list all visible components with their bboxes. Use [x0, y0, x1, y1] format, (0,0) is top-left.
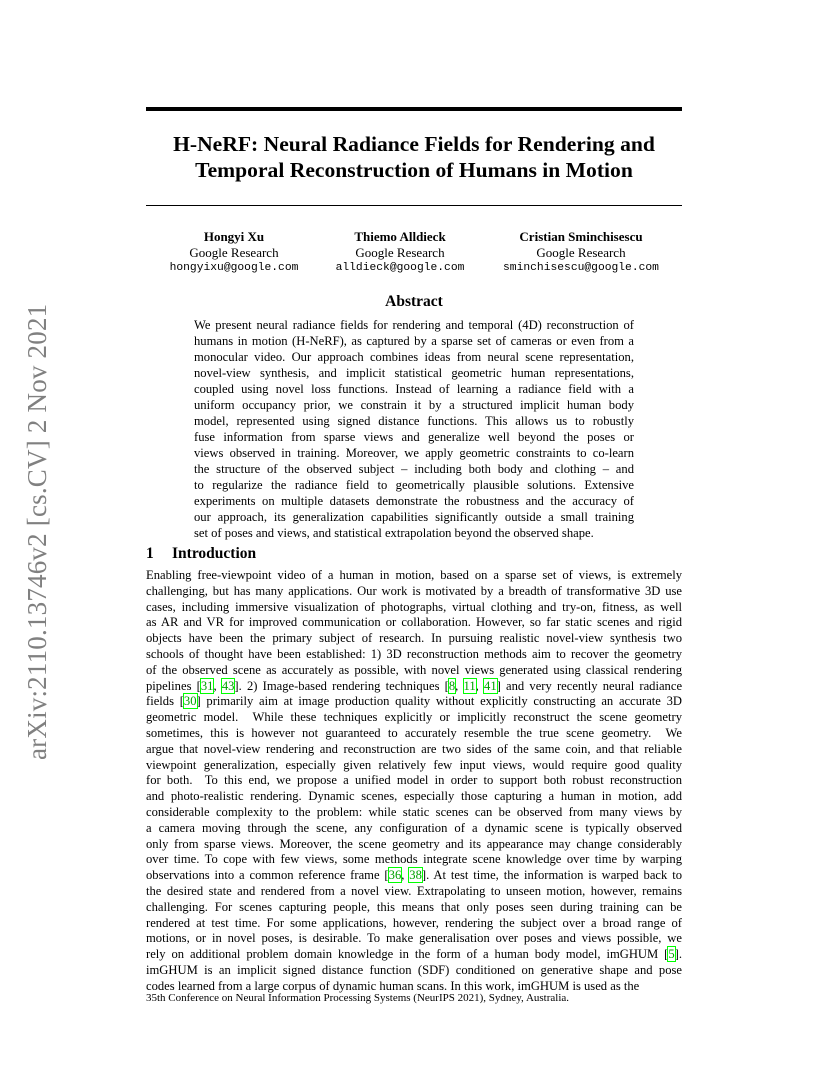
intro-text: , — [213, 678, 222, 693]
intro-text: ]. 2) Image-based rendering techniques [ — [234, 678, 449, 693]
intro-line — [146, 758, 682, 774]
abstract-line: coupled using novel loss functions. Instead of learning a radiance field with a — [194, 382, 634, 396]
intro-text: objects have been the primary subject of research. In pursuing realistic novel-view synthesis two — [146, 631, 682, 646]
intro-text: rely on additional problem domain knowledge in the form of a human body model, imGHUM [ — [146, 947, 669, 962]
intro-line — [146, 931, 682, 947]
author-name: Hongyi Xu — [203, 229, 265, 244]
intro-text: challenging, but has many applications. Our work is motivated by a breadth of transformative 3D use — [146, 583, 682, 598]
intro-text: pipelines [ — [146, 678, 201, 693]
intro-line — [146, 900, 682, 916]
author-email: hongyixu@google.com — [169, 262, 299, 274]
author-3 — [481, 229, 681, 276]
intro-text: over time. To cope with few views, some methods integrate scene knowledge over time by warping — [146, 852, 682, 867]
intro-text: considerable complexity to the problem: while static scenes can be observed from many views by — [146, 804, 682, 819]
abstract-line: our approach, its generalization capabilities significantly outside a small training — [194, 510, 634, 524]
intro-text: argue that novel-view rendering and reconstruction are two sides of the same coin, and that reliable — [146, 741, 682, 756]
intro-line — [146, 742, 682, 758]
author-block — [146, 229, 682, 279]
author-name: Thiemo Alldieck — [354, 229, 446, 244]
author-name: Cristian Sminchisescu — [519, 229, 643, 244]
author-affiliation: Google Research — [355, 245, 445, 260]
intro-line — [146, 805, 682, 821]
intro-line — [146, 615, 682, 631]
abstract-line: views observed in training. Moreover, we apply geometric constraints to co-learn — [194, 446, 634, 460]
intro-line — [146, 600, 682, 616]
intro-text: and photo-realistic rendering. Dynamic scenes, especially those capturing a human in motion, add — [146, 789, 682, 804]
abstract-line: We present neural radiance fields for rendering and temporal (4D) reconstruction of — [194, 318, 634, 332]
intro-line — [146, 679, 682, 695]
intro-text: schools of thought have been established: 1) 3D reconstruction methods aim to recover the geometry — [146, 646, 682, 661]
intro-text: ] primarily aim at image production quality without explicitly constructing an accurate 3D — [196, 694, 682, 709]
paper-title — [146, 131, 682, 183]
intro-text: rendered at test time. For some applications, however, rendering the subject over a broad range of — [146, 915, 682, 930]
citation-link[interactable]: 11 — [463, 678, 476, 693]
arxiv-stamp: arXiv:2110.13746v2 [cs.CV] 2 Nov 2021 — [22, 303, 52, 760]
intro-line — [146, 821, 682, 837]
intro-line — [146, 837, 682, 853]
intro-text: a camera moving through the scene, any configuration of a dynamic scene is typically observed — [146, 820, 682, 835]
intro-line — [146, 694, 682, 710]
intro-text: of the observed scene as accurately as possible, with novel views generated using classical rendering — [146, 662, 682, 677]
intro-line — [146, 663, 682, 679]
intro-line — [146, 647, 682, 663]
abstract-heading: Abstract — [385, 293, 443, 310]
intro-text: challenging. For scenes capturing people, this means that only poses seen during training can be — [146, 899, 682, 914]
intro-line — [146, 584, 682, 600]
intro-line — [146, 868, 682, 884]
intro-text: codes learned from a large corpus of dynamic human scans. In this work, imGHUM is used as the — [146, 978, 640, 993]
intro-line — [146, 916, 682, 932]
introduction-body — [146, 568, 682, 995]
intro-line — [146, 568, 682, 584]
intro-text: ]. — [674, 947, 682, 962]
citation-link[interactable]: 5 — [668, 947, 675, 962]
title-rule-top — [146, 107, 682, 111]
intro-text: ] and very recently neural radiance — [496, 678, 683, 693]
intro-text: Enabling free-viewpoint video of a human in motion, based on a sparse set of views, is extremely — [146, 568, 682, 582]
author-affiliation: Google Research — [189, 245, 279, 260]
intro-text: fields [ — [146, 694, 184, 709]
intro-text: imGHUM is an implicit signed distance function (SDF) conditioned on generative shape and pose — [146, 962, 682, 977]
title-rule-bottom — [146, 205, 682, 206]
intro-text: observations into a common reference frame [ — [146, 868, 389, 883]
abstract-line: experiments on multiple datasets demonstrate the robustness and the accuracy of — [194, 494, 634, 508]
intro-line — [146, 631, 682, 647]
conference-footnote: 35th Conference on Neural Information Processing Systems (NeurIPS 2021), Sydney, Australia. — [146, 992, 570, 1004]
abstract-line: uniform occupancy prior, we constrain it by a structured implicit human body — [194, 398, 634, 412]
author-affiliation: Google Research — [536, 245, 626, 260]
intro-text: for both. To this end, we propose a unified model in order to support both robust reconstruction — [146, 773, 682, 788]
intro-line — [146, 947, 682, 963]
intro-text: motions, or in novel poses, is desirable. To make generalisation over poses and views possible, we — [146, 931, 682, 946]
intro-text: viewpoint generalization, especially given relatively few input views, would require good quality — [146, 757, 682, 772]
intro-line — [146, 789, 682, 805]
author-email: sminchisescu@google.com — [503, 262, 659, 274]
intro-line — [146, 884, 682, 900]
citation-link[interactable]: 41 — [484, 678, 497, 693]
intro-line — [146, 963, 682, 979]
intro-text: , — [401, 868, 410, 883]
intro-text: ]. At test time, the information is warped back to — [421, 868, 683, 883]
citation-link[interactable]: 36 — [388, 868, 402, 883]
intro-text: cases, including immersive visualization of photographs, virtual clothing and try-on, fitness, as well — [146, 599, 682, 614]
intro-line — [146, 710, 682, 726]
intro-text: only from sparse views. Moreover, the scene geometry and its appearance may change considerably — [146, 836, 682, 851]
author-email: alldieck@google.com — [335, 262, 465, 274]
intro-text: geometric model. While these techniques explicitly or implicitly reconstruct the scene geometry — [146, 710, 682, 725]
abstract-line: fuse information from sparse views and generalize well beyond the poses or — [194, 430, 634, 444]
abstract-line: model, represented using signed distance functions. This allows us to robustly — [194, 414, 634, 428]
intro-line — [146, 726, 682, 742]
abstract-body — [194, 317, 634, 541]
abstract-line: to regularize the radiance field to geometrically plausible solutions. Extensive — [194, 478, 634, 492]
abstract-line: monocular video. Our approach combines ideas from neural scene representation, — [194, 350, 634, 364]
intro-text: , — [455, 678, 464, 693]
intro-text: as AR and VR for improved communication or collaboration. However, so far static scenes and rigid — [146, 615, 682, 630]
abstract-line: novel-view synthesis, and implicit statistical geometric human representations, — [194, 366, 634, 380]
intro-text: sometimes, this is however not guaranteed to accurately resemble the true scene geometry. We — [146, 725, 682, 740]
citation-link[interactable]: 31 — [200, 678, 214, 693]
abstract-line: humans in motion (H-NeRF), as captured by a sparse set of cameras or even from a — [194, 334, 634, 348]
author-2 — [300, 229, 500, 276]
abstract-line: the structure of the observed subject – including both body and clothing – and — [194, 462, 634, 476]
intro-text: , — [475, 678, 485, 693]
section-number: 1 — [146, 545, 154, 562]
title-line-2: Temporal Reconstruction of Humans in Motion — [195, 158, 633, 182]
citation-link[interactable]: 43 — [221, 678, 235, 693]
section-heading — [146, 544, 256, 564]
intro-text: the desired state and rendered from a novel view. Extrapolating to unseen motion, however, remains — [146, 883, 682, 898]
abstract-line: set of poses and views, and statistical extrapolation beyond the observed shape. — [194, 526, 594, 540]
citation-link[interactable]: 38 — [409, 868, 422, 883]
citation-link[interactable]: 8 — [448, 678, 456, 693]
intro-line — [146, 773, 682, 789]
intro-line — [146, 852, 682, 868]
section-title: Introduction — [172, 545, 257, 562]
citation-link[interactable]: 30 — [183, 694, 197, 709]
title-line-1: H-NeRF: Neural Radiance Fields for Rendering and — [173, 132, 655, 156]
